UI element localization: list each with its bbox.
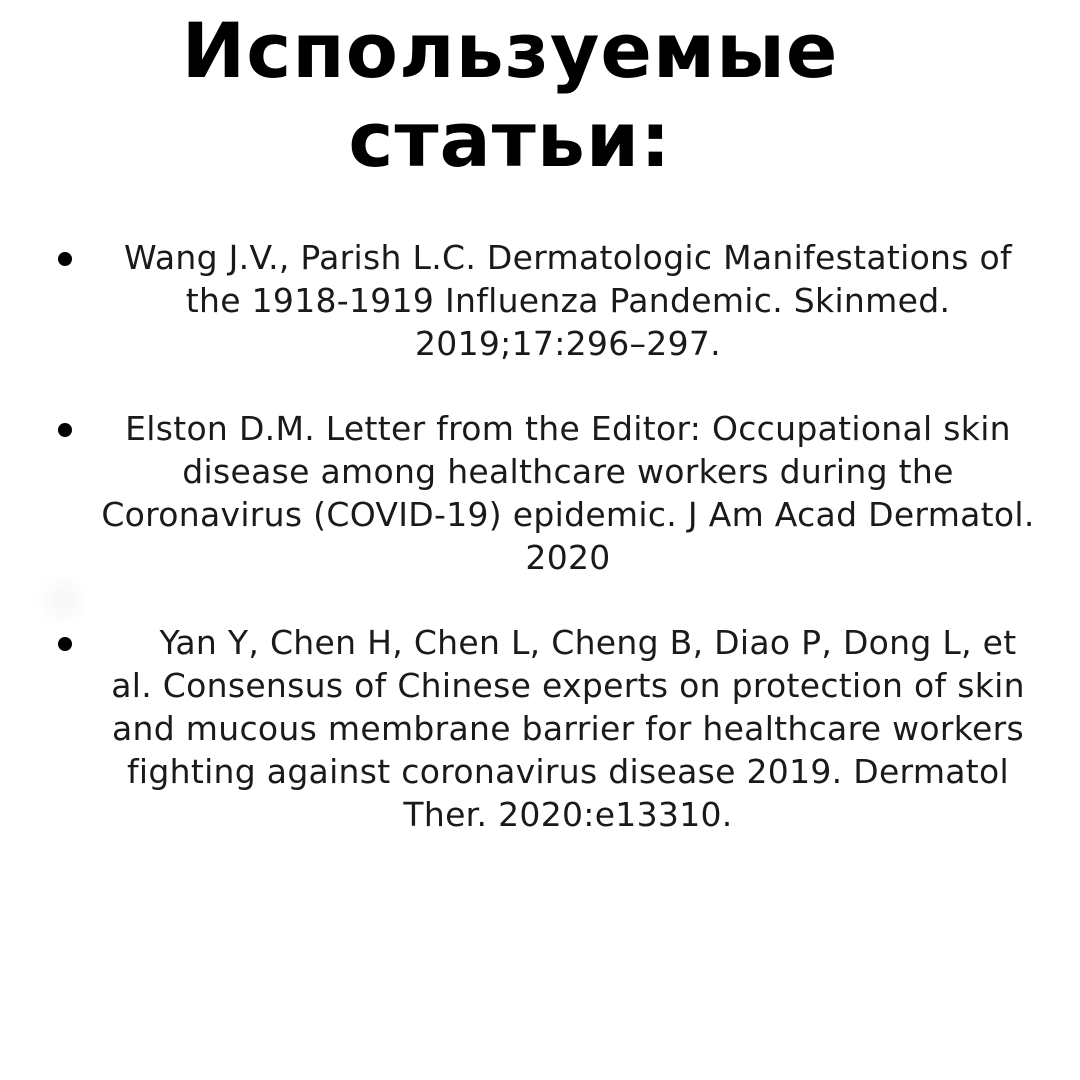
page-title (0, 6, 1020, 184)
bullet-icon (58, 637, 72, 651)
page-title-line-2: статьи: (348, 95, 672, 184)
bullet-icon (58, 423, 72, 437)
page-title-line-1: Используемые (181, 6, 839, 95)
reference-text: Wang J.V., Parish L.C. Dermatologic Manifestations of the 1918-1919 Influenza Pandemic. Skinmed. 2019;17:296–297. (124, 238, 1012, 363)
bullet-icon (58, 252, 72, 266)
reference-item (0, 407, 1080, 579)
reference-item (0, 236, 1080, 365)
reference-item (0, 621, 1080, 836)
reference-text: Yan Y, Chen H, Chen L, Cheng B, Diao P, Dong L, et al. Consensus of Chinese experts on protection of skin and mucous membrane barrier for healthcare workers fighting against coronavirus disease 2019. Dermatol Ther. 2020:e13310. (111, 623, 1025, 834)
reference-list (0, 236, 1080, 878)
reference-text: Elston D.M. Letter from the Editor: Occupational skin disease among healthcare workers during the Coronavirus (COVID-19) epidemic. J Am Acad Dermatol. 2020 (101, 409, 1035, 577)
